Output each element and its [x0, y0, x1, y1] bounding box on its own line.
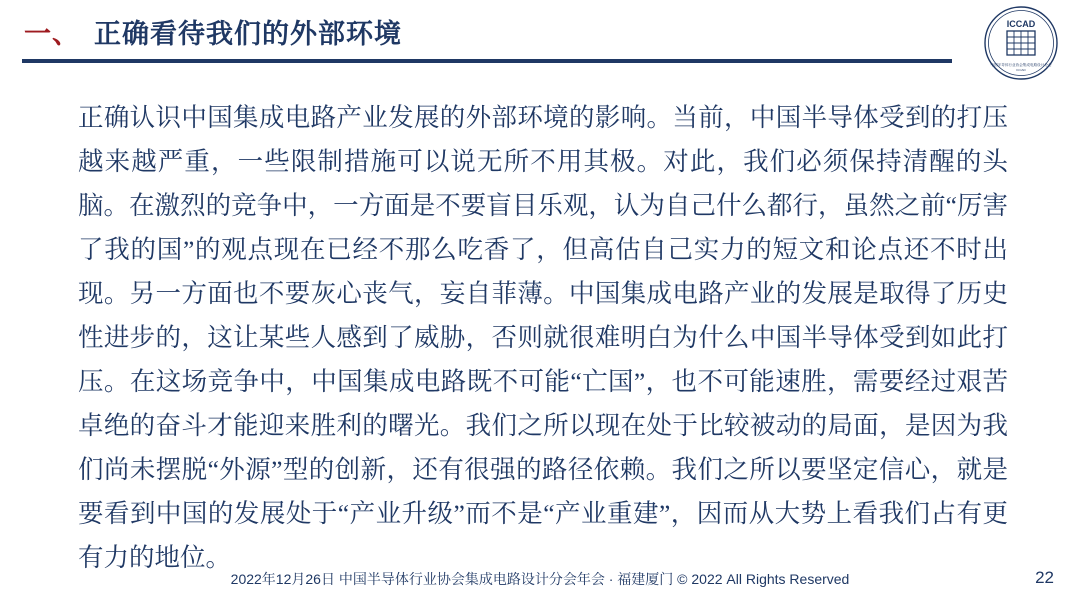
- slide-header: [0, 0, 1080, 72]
- body-paragraph: 正确认识中国集成电路产业发展的外部环境的影响。当前，中国半导体受到的打压越来越严重，一些限制措施可以说无所不用其极。对此，我们必须保持清醒的头脑。在激烈的竞争中，一方面是不要盲目乐观，认为自己什么都行，虽然之前“厉害了我的国”的观点现在已经不那么吃香了，但高估自己实力的短文和论点还不时出现。另一方面也不要灰心丧气，妄自菲薄。中国集成电路产业的发展是取得了历史性进步的，这让某些人感到了威胁，否则就很难明白为什么中国半导体受到如此打压。在这场竞争中，中国集成电路既不可能“亡国”，也不可能速胜，需要经过艰苦卓绝的奋斗才能迎来胜利的曙光。我们之所以现在处于比较被动的局面，是因为我们尚未摆脱“外源”型的创新，还有很强的路径依赖。我们之所以要坚定信心，就是要看到中国的发展处于“产业升级”而不是“产业重建”，因而从大势上看我们占有更有力的地位。: [78, 103, 1008, 572]
- svg-text:ICCAD: ICCAD: [1006, 19, 1036, 29]
- header-divider: [22, 59, 952, 63]
- page-number: 22: [1035, 568, 1054, 587]
- iccad-logo: [984, 6, 1058, 80]
- svg-text:ICCAD: ICCAD: [1016, 68, 1026, 72]
- title-text: 正确看待我们的外部环境: [94, 19, 402, 49]
- slide-footer: [0, 569, 1080, 593]
- footer-text: 2022年12月26日 中国半导体行业协会集成电路设计分会年会 · 福建厦门 © 2022 All Rights Reserved: [230, 571, 850, 587]
- svg-text:中国半导体行业协会集成电路设计分会: 中国半导体行业协会集成电路设计分会: [990, 63, 1052, 67]
- page-title: [24, 12, 402, 51]
- title-number: 一、: [24, 19, 80, 49]
